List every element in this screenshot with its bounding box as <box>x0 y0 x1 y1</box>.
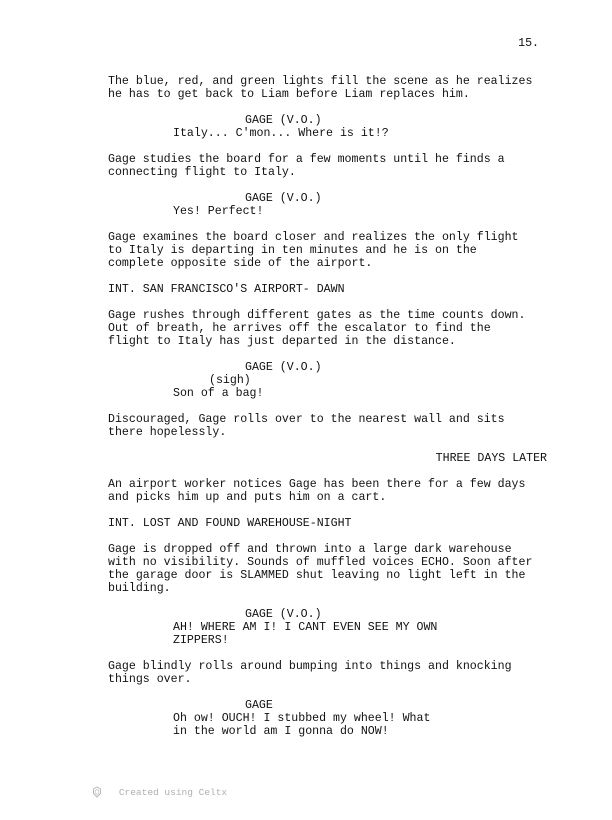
action-line: connecting flight to Italy. <box>108 166 296 179</box>
character-cue: GAGE (V.O.) <box>245 192 322 205</box>
action-line: things over. <box>108 673 192 686</box>
dialogue-line: Italy... C'mon... Where is it!? <box>173 127 389 140</box>
celtx-logo-icon <box>92 764 115 820</box>
action-line: with no visibility. Sounds of muffled voices ECHO. Soon after <box>108 556 533 569</box>
action-line: Gage blindly rolls around bumping into things and knocking <box>108 660 512 673</box>
character-cue: GAGE (V.O.) <box>245 608 322 621</box>
dialogue-line: ZIPPERS! <box>173 634 229 647</box>
action-line: he has to get back to Liam before Liam replaces him. <box>108 88 470 101</box>
action-line: to Italy is departing in ten minutes and he is on the <box>108 244 477 257</box>
action-line: flight to Italy has just departed in the distance. <box>108 335 456 348</box>
character-cue: GAGE (V.O.) <box>245 361 322 374</box>
scene-heading: INT. LOST AND FOUND WAREHOUSE-NIGHT <box>108 517 352 530</box>
action-line: The blue, red, and green lights fill the scene as he realizes <box>108 75 533 88</box>
character-cue: GAGE (V.O.) <box>245 114 322 127</box>
dialogue-line: Oh ow! OUCH! I stubbed my wheel! What <box>173 712 431 725</box>
dialogue-line: AH! WHERE AM I! I CANT EVEN SEE MY OWN <box>173 621 438 634</box>
footer-text: Created using Celtx <box>118 786 228 798</box>
action-line: Out of breath, he arrives off the escalator to find the <box>108 322 491 335</box>
action-line: Gage studies the board for a few moments until he finds a <box>108 153 505 166</box>
action-line: building. <box>108 582 171 595</box>
character-cue: GAGE <box>245 699 273 712</box>
dialogue-line: in the world am I gonna do NOW! <box>173 725 389 738</box>
action-line: An airport worker notices Gage has been there for a few days <box>108 478 526 491</box>
action-line: Gage rushes through different gates as the time counts down. <box>108 309 526 322</box>
page-number: 15. <box>518 37 539 50</box>
dialogue-line: Yes! Perfect! <box>173 205 264 218</box>
action-line: Gage examines the board closer and realizes the only flight <box>108 231 519 244</box>
action-line: and picks him up and puts him on a cart. <box>108 491 387 504</box>
action-line: there hopelessly. <box>108 426 227 439</box>
action-line: Gage is dropped off and thrown into a large dark warehouse <box>108 543 512 556</box>
dialogue-line: Son of a bag! <box>173 387 264 400</box>
scene-heading: INT. SAN FRANCISCO'S AIRPORT- DAWN <box>108 283 345 296</box>
footer <box>92 764 227 820</box>
action-line: complete opposite side of the airport. <box>108 257 373 270</box>
transition: THREE DAYS LATER <box>435 452 547 465</box>
action-line: Discouraged, Gage rolls over to the nearest wall and sits <box>108 413 505 426</box>
parenthetical: (sigh) <box>209 374 251 387</box>
action-line: the garage door is SLAMMED shut leaving no light left in the <box>108 569 526 582</box>
